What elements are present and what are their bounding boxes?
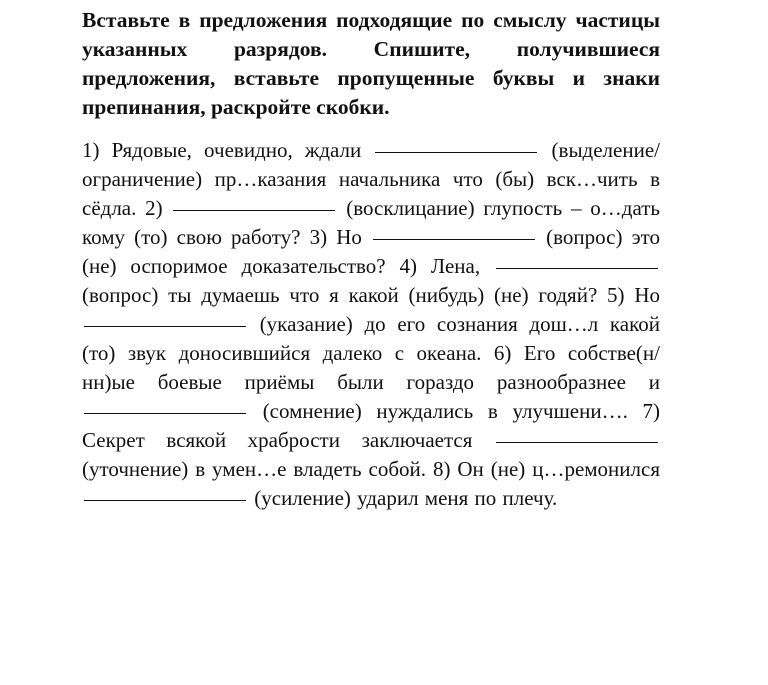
- sentence-text-2: (выделение/ограничение) пр…казания начальника что (бы) вск…чить в сёдла. 2): [82, 138, 660, 220]
- sentence-text-4: (вопрос) это (не) оспоримое доказательство? 4) Лена,: [82, 225, 661, 278]
- blank-4: [496, 268, 658, 269]
- task-instruction: Вставьте в предложения подходящие по смыслу частицы указанных разрядов. Спишите, получившиеся предложения, вставьте пропущенные буквы и знаки препинания, раскройте скобки.: [82, 8, 660, 119]
- blank-6: [84, 413, 246, 414]
- sentence-text-6: (указание) до его сознания дош…л какой (то) звук доносившийся далеко с океана. 6) Его собстве(н/нн)ые боевые приёмы были гораздо разнообразнее и: [82, 312, 660, 394]
- blank-7: [496, 442, 658, 443]
- document-page: [82, 6, 660, 513]
- blank-3: [373, 239, 535, 240]
- sentence-text-5: (вопрос) ты думаешь что я какой (нибудь) (не) годяй? 5) Но: [82, 283, 660, 307]
- blank-5: [84, 326, 246, 327]
- sentence-text-8: (уточнение) в умен…е владеть собой. 8) Он (не) ц…ремонился: [82, 457, 660, 481]
- sentence-text-1: 1) Рядовые, очевидно, ждали: [82, 138, 362, 162]
- blank-8: [84, 500, 246, 501]
- sentence-text-9: (усиление) ударил меня по плечу.: [254, 486, 558, 510]
- sentence-text-3: (восклицание) глупость – о…дать кому (то) свою работу? 3) Но: [82, 196, 661, 249]
- exercise-text: [82, 136, 660, 513]
- sentence-text-7: (сомнение) нуждались в улучшени…. 7) Секрет всякой храбрости заключается: [82, 399, 660, 452]
- blank-1: [375, 152, 537, 153]
- blank-2: [173, 210, 335, 211]
